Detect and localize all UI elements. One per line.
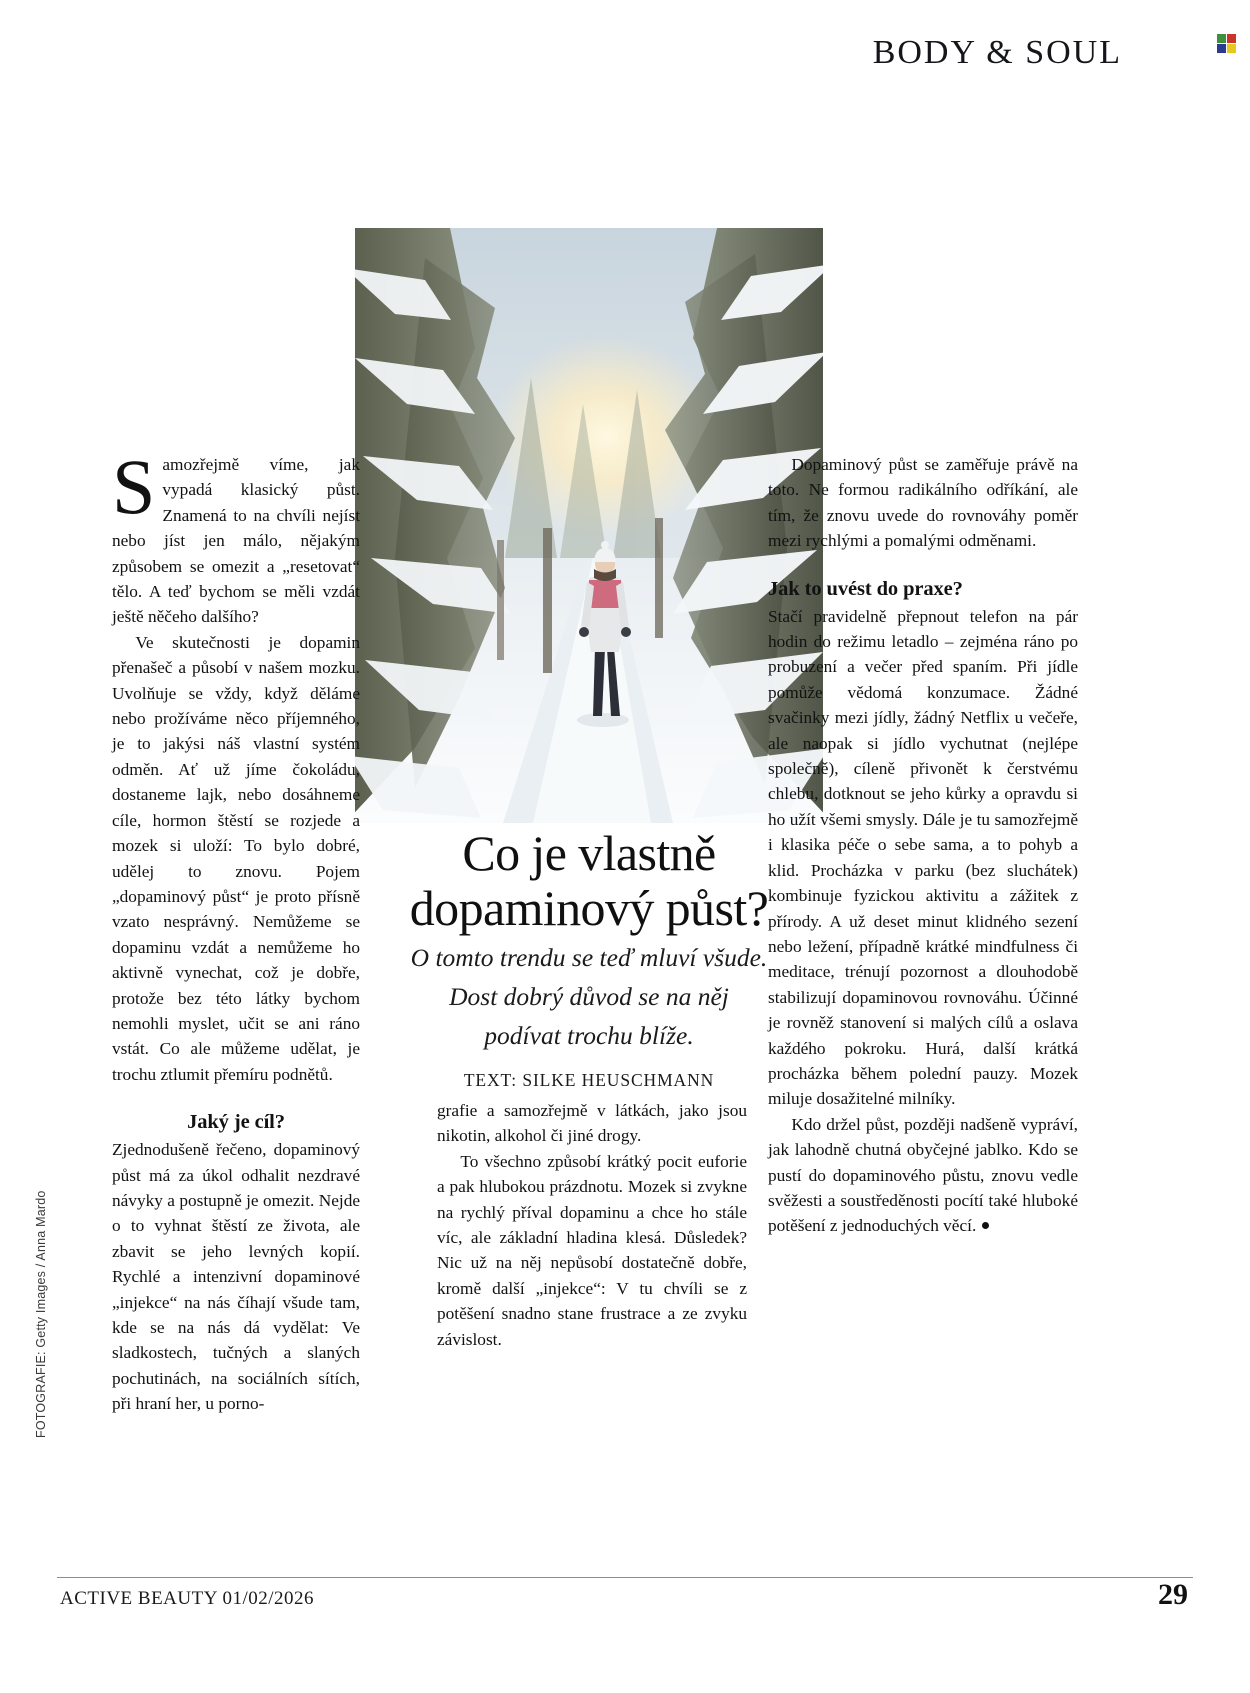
- article-column-middle: [437, 1098, 747, 1352]
- subhead-jak-to-uvest-do-praxe: Jak to uvést do praxe?: [768, 577, 963, 600]
- end-mark-icon: [982, 1222, 989, 1229]
- paragraph-middle-1: grafie a samozřejmě v látkách, jako jsou nikotin, alkohol či jiné drogy.: [437, 1101, 747, 1146]
- brand-swatch-blue: [1217, 44, 1226, 53]
- article-column-left: [112, 443, 360, 1417]
- hero-photo: [355, 228, 823, 823]
- deck-line-2: Dost dobrý důvod se na něj: [449, 982, 729, 1011]
- headline-line-1: Co je vlastně: [462, 825, 716, 881]
- brand-logo-icon: [1217, 34, 1236, 53]
- headline-block: [355, 826, 823, 1091]
- page-title: BODY & SOUL: [872, 34, 1122, 71]
- deck-line-3: podívat trochu blíže.: [484, 1021, 694, 1050]
- paragraph-left-3: Zjednodušeně řečeno, dopaminový půst má za úkol odhalit nezdravé návyky a postupně je omezit. Nejde o to vyhnat štěstí ze života, ale zbavit se jeho levných kopií. Rychlé a intenzivní dopaminové „injekce“ na nás číhají všude tam, kde se na nás dá vydělat: Ve sladkostech, tučných a slaných pochutinách, na sociálních sítích, při hraní her, u porno-: [112, 1140, 360, 1414]
- paragraph-left-1: Samozřejmě víme, jak vypadá klasický půst. Znamená to na chvíli nejíst nebo jíst jen málo, nějakým způsobem se omezit a „resetovat“ tělo. A teď bychom se měli vzdát ještě něčeho dalšího?: [112, 443, 360, 627]
- subhead-jaky-je-cil: Jaký je cíl?: [187, 1111, 285, 1134]
- article-column-right: [768, 452, 1078, 1239]
- paragraph-middle-2: To všechno způsobí krátký pocit euforie a pak hlubokou prázdnotu. Mozek si zvykne na rychlý příval dopaminu a chce ho stále víc, ale základní hladina klesá. Důsledek? Nic už na něj nepůsobí dostatečně dobře, kromě další „injekce“: V tu chvíli se z potěšení snadno stane frustrace a ze zvyku závislost.: [437, 1151, 747, 1349]
- deck-line-1: O tomto trendu se teď mluví všude.: [410, 943, 768, 972]
- article-byline: TEXT: SILKE HEUSCHMANN: [463, 1070, 715, 1090]
- footer-divider: [57, 1577, 1193, 1578]
- photo-credit: FOTOGRAFIE: Getty Images / Anna Mardo: [34, 1190, 48, 1438]
- page-header: [0, 34, 1250, 88]
- footer-publication: ACTIVE BEAUTY 01/02/2026: [60, 1588, 315, 1609]
- footer-page-number: 29: [1158, 1578, 1188, 1611]
- hero-photo-illustration: [355, 228, 823, 823]
- paragraph-left-2: Ve skutečnosti je dopamin přenašeč a působí v našem mozku. Uvolňuje se vždy, když děláme nebo prožíváme něco příjemného, je to jakýsi náš vlastní systém odměn. Ať už jíme čokoládu, dostaneme lajk, nebo dosáhneme cíle, hormon štěstí se rozjede a mozek si uloží: To bylo dobré, udělej to znovu. Pojem „dopaminový půst“ je proto přísně vzato nesprávný. Nemůžeme se dopaminu vzdát a nemůžeme ho aktivně vynechat, což je dobře, protože bez této látky bychom nemohli myslet, učit se ani ráno vstát. Co ale můžeme udělat, je trochu ztlumit přemíru podnětů.: [112, 632, 360, 1084]
- brand-swatch-green: [1217, 34, 1226, 43]
- paragraph-right-1: Dopaminový půst se zaměřuje právě na toto. Ne formou radikálního odříkání, ale tím, že znovu uvede do rovnováhy poměr mezi rychlými a pomalými odměnami.: [768, 455, 1078, 551]
- brand-swatch-yellow: [1227, 44, 1236, 53]
- paragraph-right-3: [768, 1112, 1078, 1239]
- paragraph-right-2: Stačí pravidelně přepnout telefon na pár hodin do režimu letadlo – zejména ráno po probuzení a večer před spaním. Při jídle pomůže vědomá konzumace. Žádné svačinky mezi jídly, žádný Netflix u večeře, ale naopak si jídlo vychutnat (nejlépe společně), cíleně přivonět k čerstvému chlebu, dotknout se jeho kůrky a opravdu si ho užít všemi smysly. Dále je tu samozřejmě i klasika péče o sebe sama, a to pohyb a klid. Procházka v parku (bez sluchátek) kombinuje fyzickou aktivitu a zážitek z přírody. A už deset minut klidného sezení nebo ležení, případně krátké mindfulness či meditace, trénují pozornost a dlouhodobě stabilizují dopaminovou rovnováhu. Účinné je rovněž stanovení si malých cílů a oslava každého pokroku. Hurá, další krátká procházka během polední pauzy. Mozek miluje dosažitelné milníky.: [768, 606, 1078, 1109]
- paragraph-right-3-text: Kdo držel půst, později nadšeně vypráví, jak lahodně chutná obyčejné jablko. Kdo se pustí do dopaminového půstu, znovu vedle svěžesti a soustředěnosti pocítí také hluboké potěšení z jednoduchých věcí.: [768, 1114, 1078, 1236]
- headline-line-2: dopaminový půst?: [409, 880, 769, 936]
- brand-swatch-red: [1227, 34, 1236, 43]
